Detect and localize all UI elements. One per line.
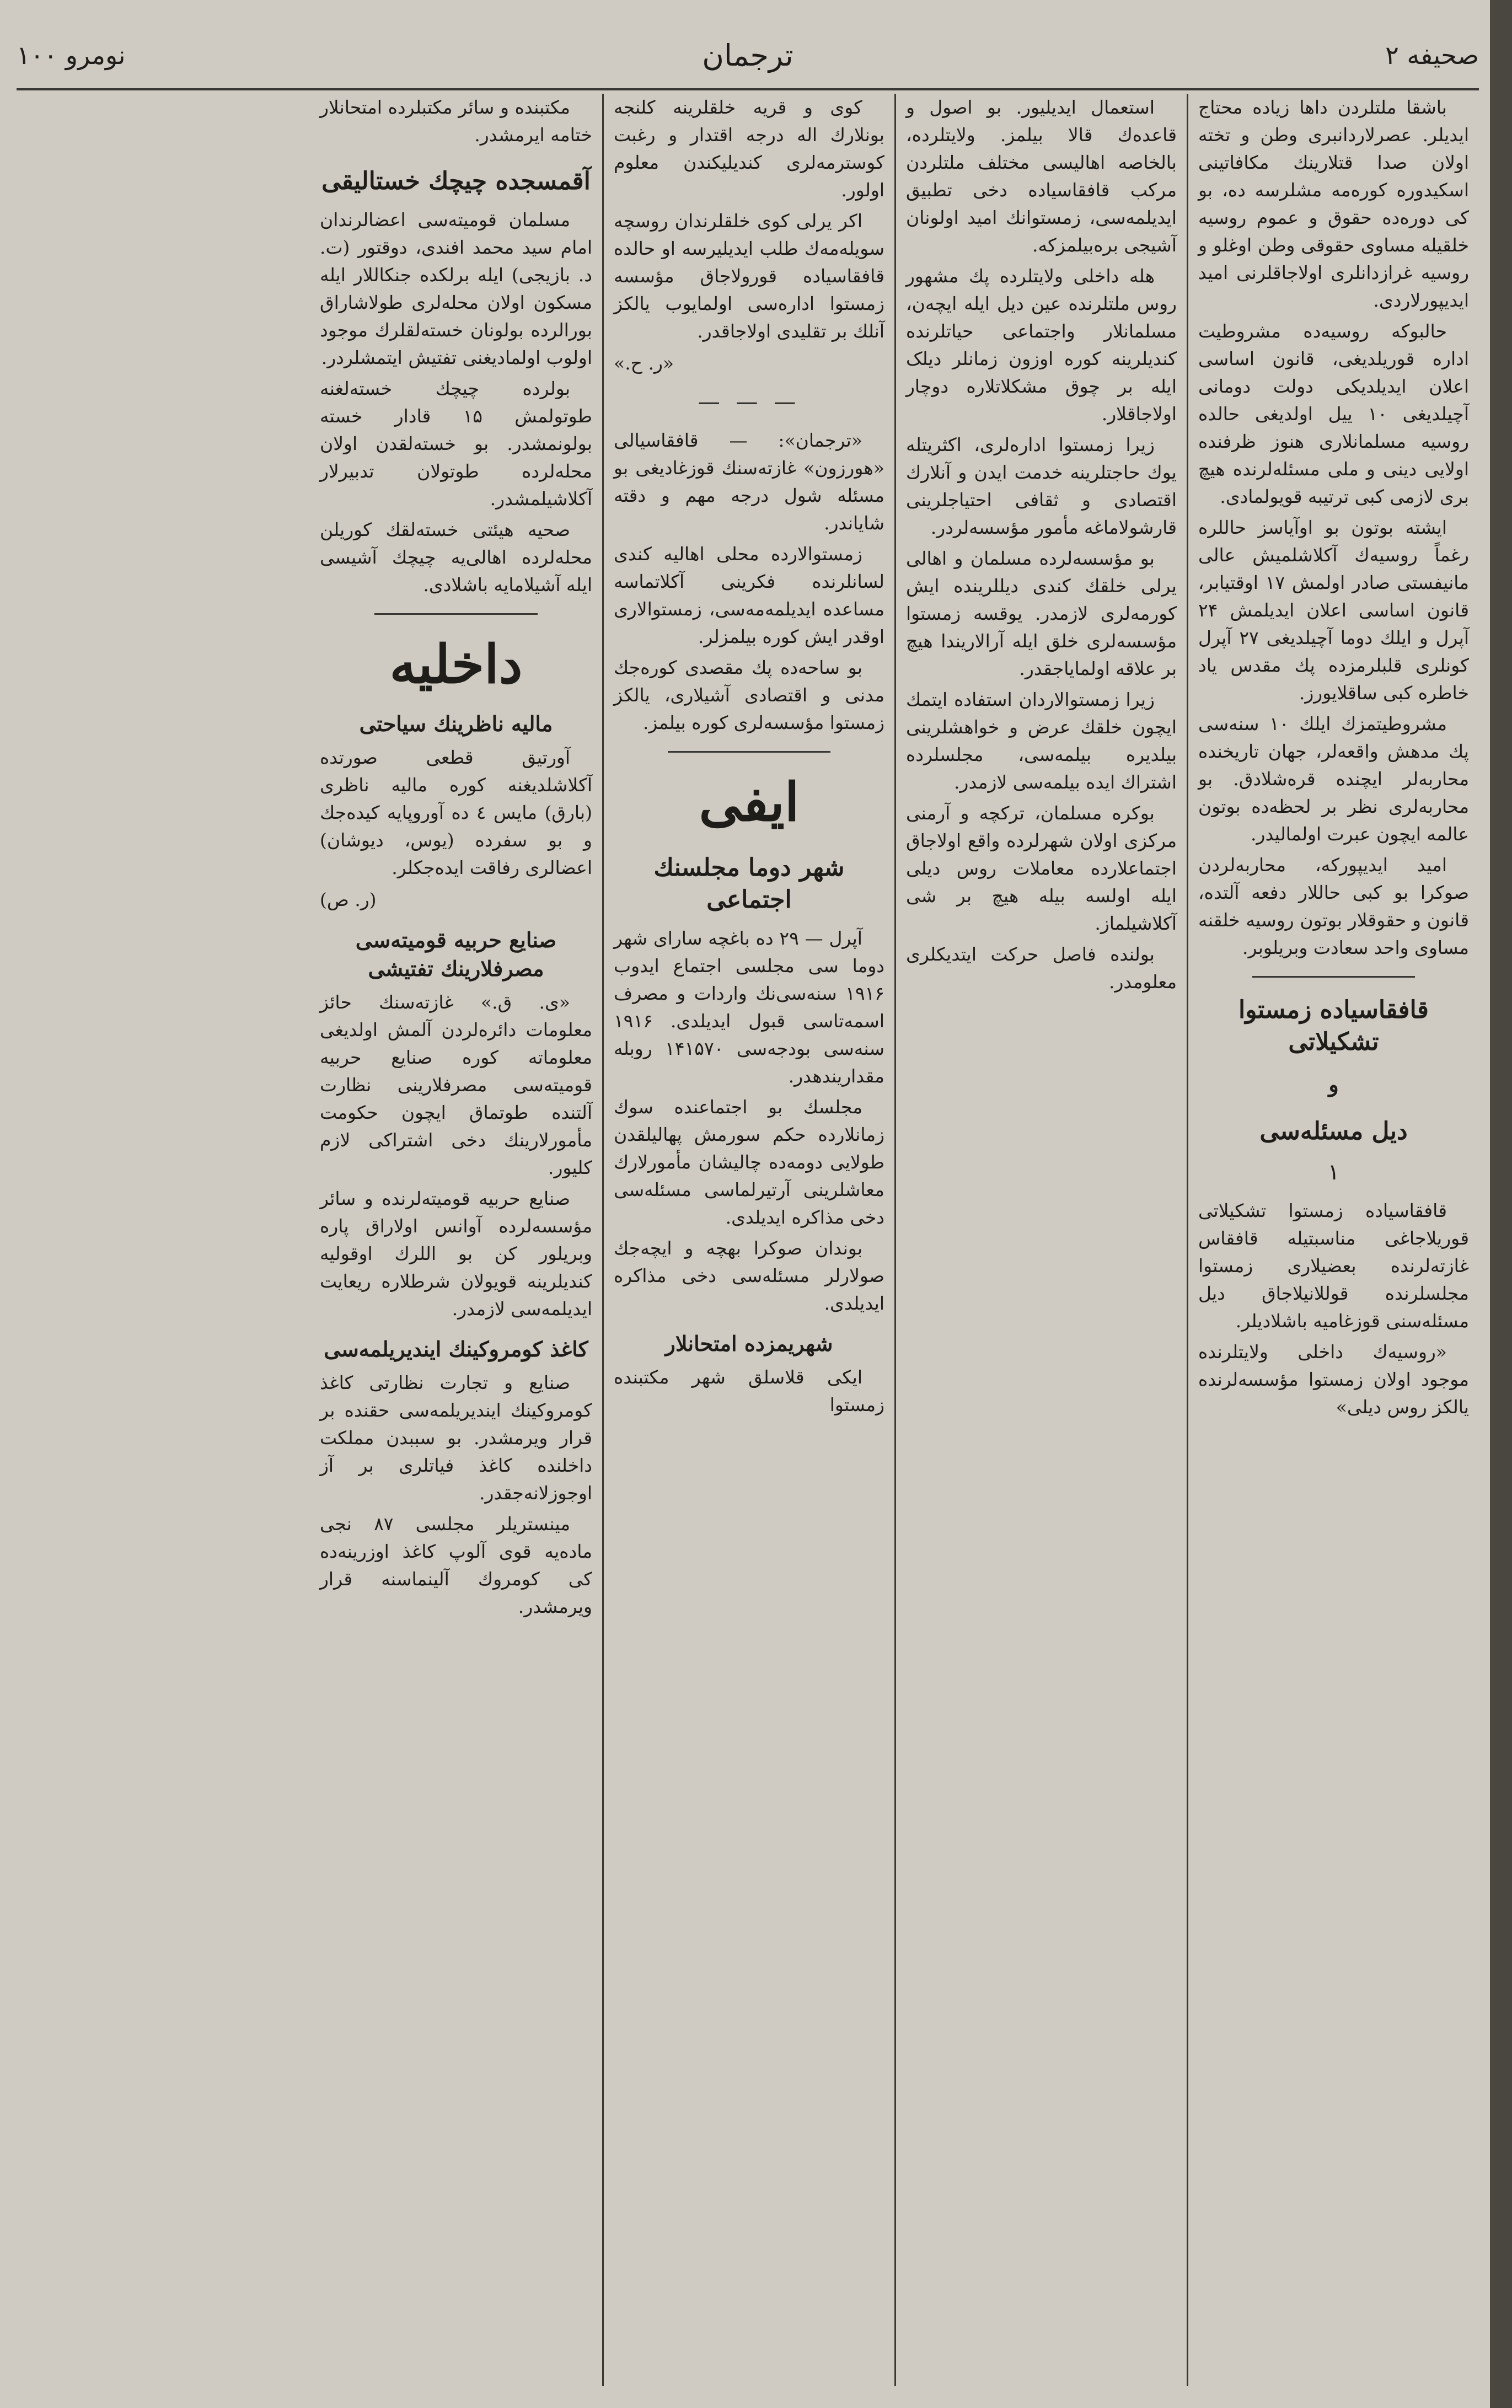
paragraph: اکر یرلی کوی خلقلرندان روسچه سویله‌مه‌ك طلب ایدیلیرسه او حالده قافقاسیاده قورولاجاق مؤسسه زمستوا اداره‌سی اولمایوب یالکز آنلك بر تقلیدی اولاجاقدر.	[614, 210, 884, 342]
paragraph: صحیه هیئتی خسته‌لقك کوریلن محله‌لرده اهالی‌یه چیچك آشیسی ایله آشیلامایه باشلادی.	[320, 519, 592, 596]
paragraph: ایکی قلاسلق شهر مکتبنده زمستوا	[614, 1366, 884, 1415]
section-number: ۱	[1327, 1160, 1340, 1185]
article-heading-war-industry: صنایع حربیه قومیته‌سی مصرفلارینك تفتیشی	[355, 927, 557, 981]
paragraph: «ترجمان»: — قافقاسیالی «هورزون» غازته‌سنك قوزغادیغی بو مسئله شول درجه مهم و دقته شایاندر.	[614, 430, 884, 534]
column-2	[894, 94, 1187, 2386]
article-heading-city-duma: شهر دوما مجلسنك اجتماعی	[653, 854, 845, 914]
separator: — — —	[698, 389, 801, 415]
page-header	[17, 22, 1479, 90]
paragraph: «ی. ق.» غازته‌سنك حائز معلومات دائره‌لردن آلمش اولدیغی معلوماته کوره صنایع حربیه قومیته‌سی مصرفلارینی نظارت آلتنده طوتماق ایچون حکومت مأمورلارینك دخی اشتراکی لازم کلیور.	[320, 991, 592, 1178]
paragraph: زیرا زمستوا اداره‌لری، اکثریتله یوك حاجتلرینه خدمت ایدن و آنلارك اقتصادی و ثقافی احتیاجلرینی قارشولاماغه مأمور مؤسسه‌لردر.	[906, 434, 1177, 538]
paragraph: ایشته بوتون بو اوآیاسز حاللره رغماً روسیه‌ك آکلاشلمیش عالی مانیفستی صادر اولمش ۱۷ اوقتیابر، قانون اساسی اعلان ایدیلمش ۲۴ آپرل و ایلك دوما آچیلدیغی ۲۷ آپرل کونلری قلبلرمزده پك مقدس یاد خاطره کبی ساقلایورز.	[1198, 517, 1469, 704]
article-columns	[17, 94, 1479, 2386]
paragraph: مشروطیتمزك ایلك ۱۰ سنه‌سی پك مدهش واقعه‌لر، جهان تاریخنده محاربه‌لر ایچنده قره‌شلادق. بو محاربه‌لری نظر بر لحظه‌ده بوتون عالمه ایچون عبرت اولمالیدر.	[1198, 713, 1469, 845]
paragraph: مجلسك بو اجتماعنده سوك زمانلارده حکم سورمش پهالیلقدن طولایی دومه‌ده چالیشان مأمورلارك معاشلرینی آرتیرلماسی مسئله‌سی دخی مذاکره ایدیلدی.	[614, 1096, 884, 1228]
issue-number-label: نومرو ۱۰۰	[17, 40, 126, 70]
paragraph: قافقاسیاده زمستوا تشکیلاتی قوریلاجاغی مناسبتیله قافقاس غازته‌لرنده بعضیلاری زمستوا مجلسلرنده قوللانیلاجاق دیل مسئله‌سنی قوزغامیه باشلادیلر.	[1198, 1200, 1469, 1332]
paragraph: آپرل — ۲۹ ده باغچه سارای شهر دوما سی مجلسی اجتماع ایدوب ۱۹۱۶ سنه‌سی‌نك واردات و مصرف اسمه‌تاسی قبول ایدیلدی. ۱۹۱۶ سنه‌سی بودجه‌سی ۱۴۱۵۷۰ روبله مقداریندهدر.	[614, 927, 884, 1087]
paragraph: «روسیه‌ك داخلی ولایتلرنده موجود اولان زمستوا مؤسسه‌لرنده یالکز روس دیلی»	[1198, 1341, 1469, 1418]
article-heading-zemstvo: قافقاسیاده زمستوا تشکیلاتی	[1238, 996, 1429, 1056]
paragraph: آورتیق قطعی صورتده آکلاشلدیغنه کوره مالیه ناظری (بارق) مایس ٤ ده آوروپایه کیده‌جك و بو سفرده (یوس، دیوشان) اعضالری رفاقت ایده‌جکلر.	[320, 747, 592, 878]
page-number-label: صحیفه ۲	[1385, 40, 1479, 70]
paragraph: بوکره مسلمان، ترکچه و آرمنی مرکزی اولان شهرلرده واقع اولاجاق اجتماعلارده معاملات روس دیلی ایله اولسه بیله هیچ بر شی آکلاشیلماز.	[906, 802, 1177, 934]
paragraph: باشقا ملتلردن داها زیاده محتاج ایدیلر. عصرلاردانبری وطن و تخته اولان صدا قتلارینك مکافاتینی اسکیدوره کوره‌مه مشلر‌سه ده، بو کی دوره‌ده حقوق و عموم روسیه خلقیله مساوی حقوقی وطن اوغلو و روسیه غرازدانلری اولاجاقلرنی امید ایدیپورلاردی.	[1198, 96, 1469, 311]
paragraph: کوی و قریه خلقلرینه کلنجه بونلارك اله درجه اقتدار و رغبت کوسترمه‌لری کندیلیکندن معلوم اولور.	[614, 96, 884, 201]
article-heading-exams: شهریمزده امتحانلار	[665, 1331, 833, 1356]
article-heading-paper-customs: کاغذ کومروکینك ایندیریلمه‌سی	[324, 1337, 588, 1361]
paragraph: زمستوالارده محلی اهالیه کندی لسانلرنده فکرینی آکلاتماسه مساعده ایدیلمه‌مه‌سی، زمستوالاری اوقدر ایش کوره بیلمزلر.	[614, 543, 884, 647]
column-3	[602, 94, 894, 2386]
newspaper-title: ترجمان	[702, 37, 793, 73]
paragraph: مینستریلر مجلسی ۸۷ نجی ماده‌یه قوی آلوپ کاغذ اوزرینه‌ده کی کومروك آلینماسنه قرار ویرمشدر.	[320, 1513, 592, 1617]
paragraph: حالبوکه روسیه‌ده مشروطیت اداره قوریلدیغی، قانون اساسی اعلان ایدیلدیکی دولت دومانی آچیلدیغی ۱۰ ییل اولدیغی حالده روسیه مسلمانلاری هنوز ظرفنده اولایی دینی و ملی مسئله‌لرنده هیچ بری لازمی کبی ترتیبه قویولمادی.	[1198, 320, 1469, 507]
paragraph: مکتبنده و سائر مکتبلرده امتحانلار ختامه ایرمشدر.	[320, 96, 592, 146]
article-heading-finance-minister: مالیه ناظرینك سیاحتی	[359, 711, 553, 736]
paragraph: بولنده فاصل حرکت ایتدیکلری معلومدر.	[906, 943, 1177, 993]
paragraph: بوندان صوکرا بهچه و ایچه‌جك صولارلر مسئله‌سی دخی مذاکره ایدیلدی.	[614, 1237, 884, 1314]
paragraph: بو ساحه‌ده پك مقصدی کوره‌جك مدنی و اقتصادی آشیلاری، یالکز زمستوا مؤسسه‌لری کوره بیلمز.	[614, 657, 884, 733]
paragraph: صنایع و تجارت نظارتی کاغذ کومروکینك ایندیریلمه‌سی حقنده بر قرار ویرمشدر. بو سببدن مملکت داخلنده کاغذ فیاتلری بر آز اوجوزلانه‌جقدر.	[320, 1372, 592, 1504]
paragraph: هله داخلی ولایتلرده پك مشهور روس ملتلرنده عین دیل ایله ایچه‌ن، مسلمانلار واجتماعی حیاتلرنده کندیلرینه کوره اوزون زمانلر دیلک ایله بر چوق مشکلاتلاره دوچار اولاجاقلار.	[906, 265, 1177, 425]
section-masthead: ایفی	[699, 771, 800, 833]
paragraph: امید ایدیپورکه، محاربه‌لردن صوکرا بو کبی حاللار دفعه آلتده، قانون و حقوقلار بوتون روسیه خلقنه مساوی واحد سعادت وبریلوبر.	[1198, 854, 1469, 958]
heading-conjunction: و	[1328, 1072, 1339, 1097]
author-signature: (ر. ص)	[320, 889, 377, 910]
divider	[1252, 976, 1415, 978]
article-heading-language: دیل مسئله‌سی	[1259, 1117, 1408, 1145]
author-signature: «ر. ح.»	[614, 352, 674, 374]
column-1	[1187, 94, 1479, 2386]
section-masthead-domestic: داخلیه	[389, 633, 523, 695]
paragraph: صنایع حربیه قومیته‌لرنده و سائر مؤسسه‌لرده آوانس اولاراق پاره وبریلور کن بو اللرك اوقولیه کندیلرینه قویولان شرطلاره ریعایت ایدیلمه‌سی لازمدر.	[320, 1188, 592, 1320]
divider	[668, 751, 830, 753]
paragraph: استعمال ایدیلیور. بو اصول و قاعده‌ك قالا بیلمز. ولایتلرده، بالخاصه اهالیسی مختلف ملتلردن مرکب قافقاسیاده دخی تطبیق ایدیلمه‌سی، زمستوانك امید اولونان آشیجی بره‌بیلمزکه.	[906, 96, 1177, 256]
paragraph: زیرا زمستوا‌لاردان استفاده ایتمك ایچون خلقك عرض و خواهشلرینی بیلدیره بیلمه‌سی، مجلسلرده اشتراك ایده بیلمه‌سی لازمدر.	[906, 689, 1177, 793]
paragraph: مسلمان قومیته‌سی اعضالرندان امام سید محمد افندی، دوقتور (ت. د. بازیجی) ایله برلکده جنکاللار ایله مسکون اولان محله‌لری طولاشاراق بورالرده بولونان خسته‌لقلرك موجود اولوب اولمادیغنی تفتیش ایتمشلردر.	[320, 209, 592, 368]
paragraph: بو مؤسسه‌لرده مسلمان و اهالی یرلی خلقك کندی دیللرینده ایش کورمه‌لری لازمدر. یوقسه زمستوا مؤسسه‌لری خلق ایله آرالاریندا هیچ بر علاقه اولمایاجقدر.	[906, 548, 1177, 679]
divider	[374, 613, 538, 615]
column-4	[310, 94, 602, 2386]
scan-edge-band	[1490, 0, 1512, 2408]
paragraph: بولرده چیچك خسته‌لغنه طوتولمش ۱۵ قادار خسته بولونمشدر. بو خسته‌لقدن اولان محله‌لرده طوتولان تدبیرلار آکلاشیلمشدر.	[320, 378, 592, 510]
article-heading-smallpox: آقمسجده چیچك خستالیقی	[321, 167, 591, 195]
